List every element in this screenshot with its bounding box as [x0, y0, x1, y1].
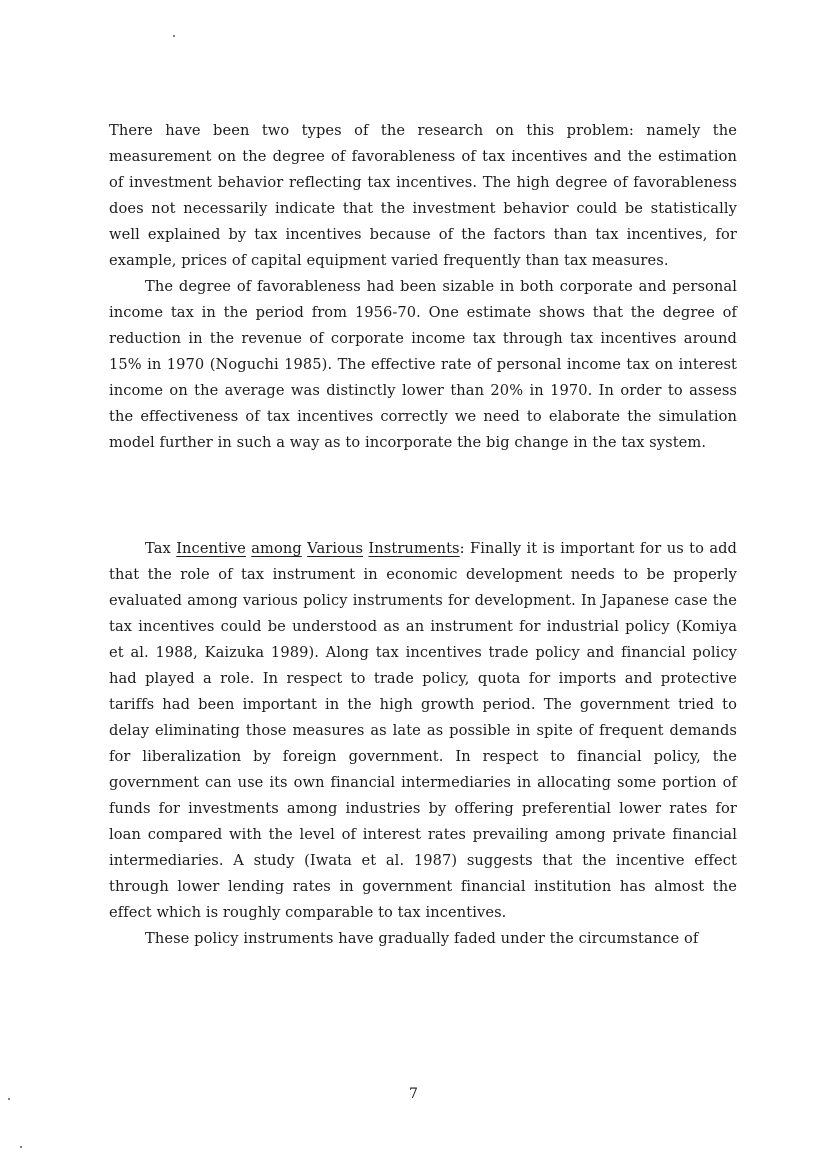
scan-speck	[173, 35, 175, 37]
scan-speck	[20, 1146, 22, 1148]
page-number: 7	[409, 1086, 418, 1102]
section-heading	[145, 540, 465, 557]
heading-word-among: among	[251, 540, 302, 557]
heading-word-various: Various	[307, 540, 364, 557]
heading-word-tax: Tax	[145, 540, 171, 557]
body-text-upper	[109, 118, 737, 456]
paragraph-instruments	[109, 536, 737, 926]
heading-word-incentive: Incentive	[176, 540, 246, 557]
heading-word-instruments: Instruments	[368, 540, 460, 557]
body-text-lower	[109, 536, 737, 952]
heading-colon: :	[459, 540, 465, 557]
section-body-text: Finally it is important for us to add that the role of tax instrument in economic development needs to be properly evaluated among various policy instruments for development. In Japanese case the tax incentives could be understood as an instrument for industrial policy (Komiya et al. 1988, Kaizuka 1989). Along tax incentives trade policy and financial policy had played a role. In respect to trade policy, quota for imports and protective tariffs had been important in the high growth period. The government tried to delay eliminating those measures as late as possible in spite of frequent demands for liberalization by foreign government. In respect to financial policy, the government can use its own financial intermediaries in allocating some portion of funds for investments among industries by offering preferential lower rates for loan compared with the level of interest rates prevailing among private financial intermediaries. A study (Iwata et al. 1987) suggests that the incentive effect through lower lending rates in government financial institution has almost the effect which is roughly comparable to tax incentives.	[109, 540, 737, 921]
scan-speck	[8, 1098, 10, 1100]
paragraph-research-types: There have been two types of the research on this problem: namely the measurement on the degree of favorableness of tax incentives and the estimation of investment behavior reflecting tax incentives. The high degree of favorableness does not necessarily indicate that the investment behavior could be statistically well explained by tax incentives because of the factors than tax incentives, for example, prices of capital equipment varied frequently than tax measures.	[109, 122, 737, 269]
paragraph-closing: These policy instruments have gradually faded under the circumstance of	[145, 930, 699, 947]
paragraph-favorableness: The degree of favorableness had been sizable in both corporate and personal income tax in the period from 1956-70. One estimate shows that the degree of reduction in the revenue of corporate income tax through tax incentives around 15% in 1970 (Noguchi 1985). The effective rate of personal income tax on interest income on the average was distinctly lower than 20% in 1970. In order to assess the effectiveness of tax incentives correctly we need to elaborate the simulation model further in such a way as to incorporate the big change in the tax system.	[109, 278, 737, 451]
